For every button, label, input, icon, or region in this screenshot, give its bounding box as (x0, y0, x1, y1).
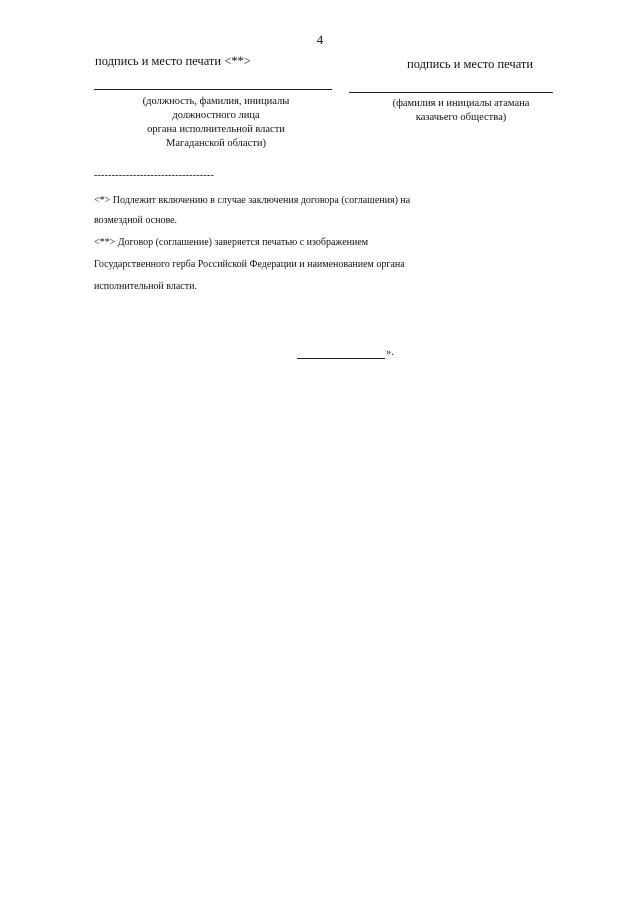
closing-quote-mark: ». (386, 347, 394, 358)
footnote-line: <*> Подлежит включению в случае заключения договора (соглашения) на (94, 195, 411, 206)
left-signature-desc-line: должностного лица (172, 110, 260, 121)
footnote-line: возмездной основе. (94, 215, 178, 226)
right-signature-desc-line: (фамилия и инициалы атамана (392, 98, 530, 109)
right-signature-caption: подпись и место печати (407, 57, 534, 71)
left-signature-line (94, 89, 332, 90)
footnote-line: Государственного герба Российской Федерации и наименованием органа (94, 259, 405, 270)
left-signature-desc-line: (должность, фамилия, инициалы (142, 96, 290, 107)
right-signature-desc-line: казачьего общества) (415, 112, 507, 123)
closing-blank-line (297, 358, 385, 359)
left-signature-desc-line: органа исполнительной власти (147, 124, 285, 135)
footnote-line: <**> Договор (соглашение) заверяется печатью с изображением (94, 237, 369, 248)
left-signature-description (100, 95, 332, 151)
left-signature-caption: подпись и место печати <**> (95, 54, 251, 68)
right-signature-line (349, 92, 553, 93)
footnote-line: исполнительной власти. (94, 281, 197, 292)
footnote-separator: ---------------------------------- (94, 170, 215, 181)
right-signature-description (366, 97, 556, 125)
page-number: 4 (316, 32, 324, 47)
left-signature-desc-line: Магаданской области) (166, 138, 266, 149)
